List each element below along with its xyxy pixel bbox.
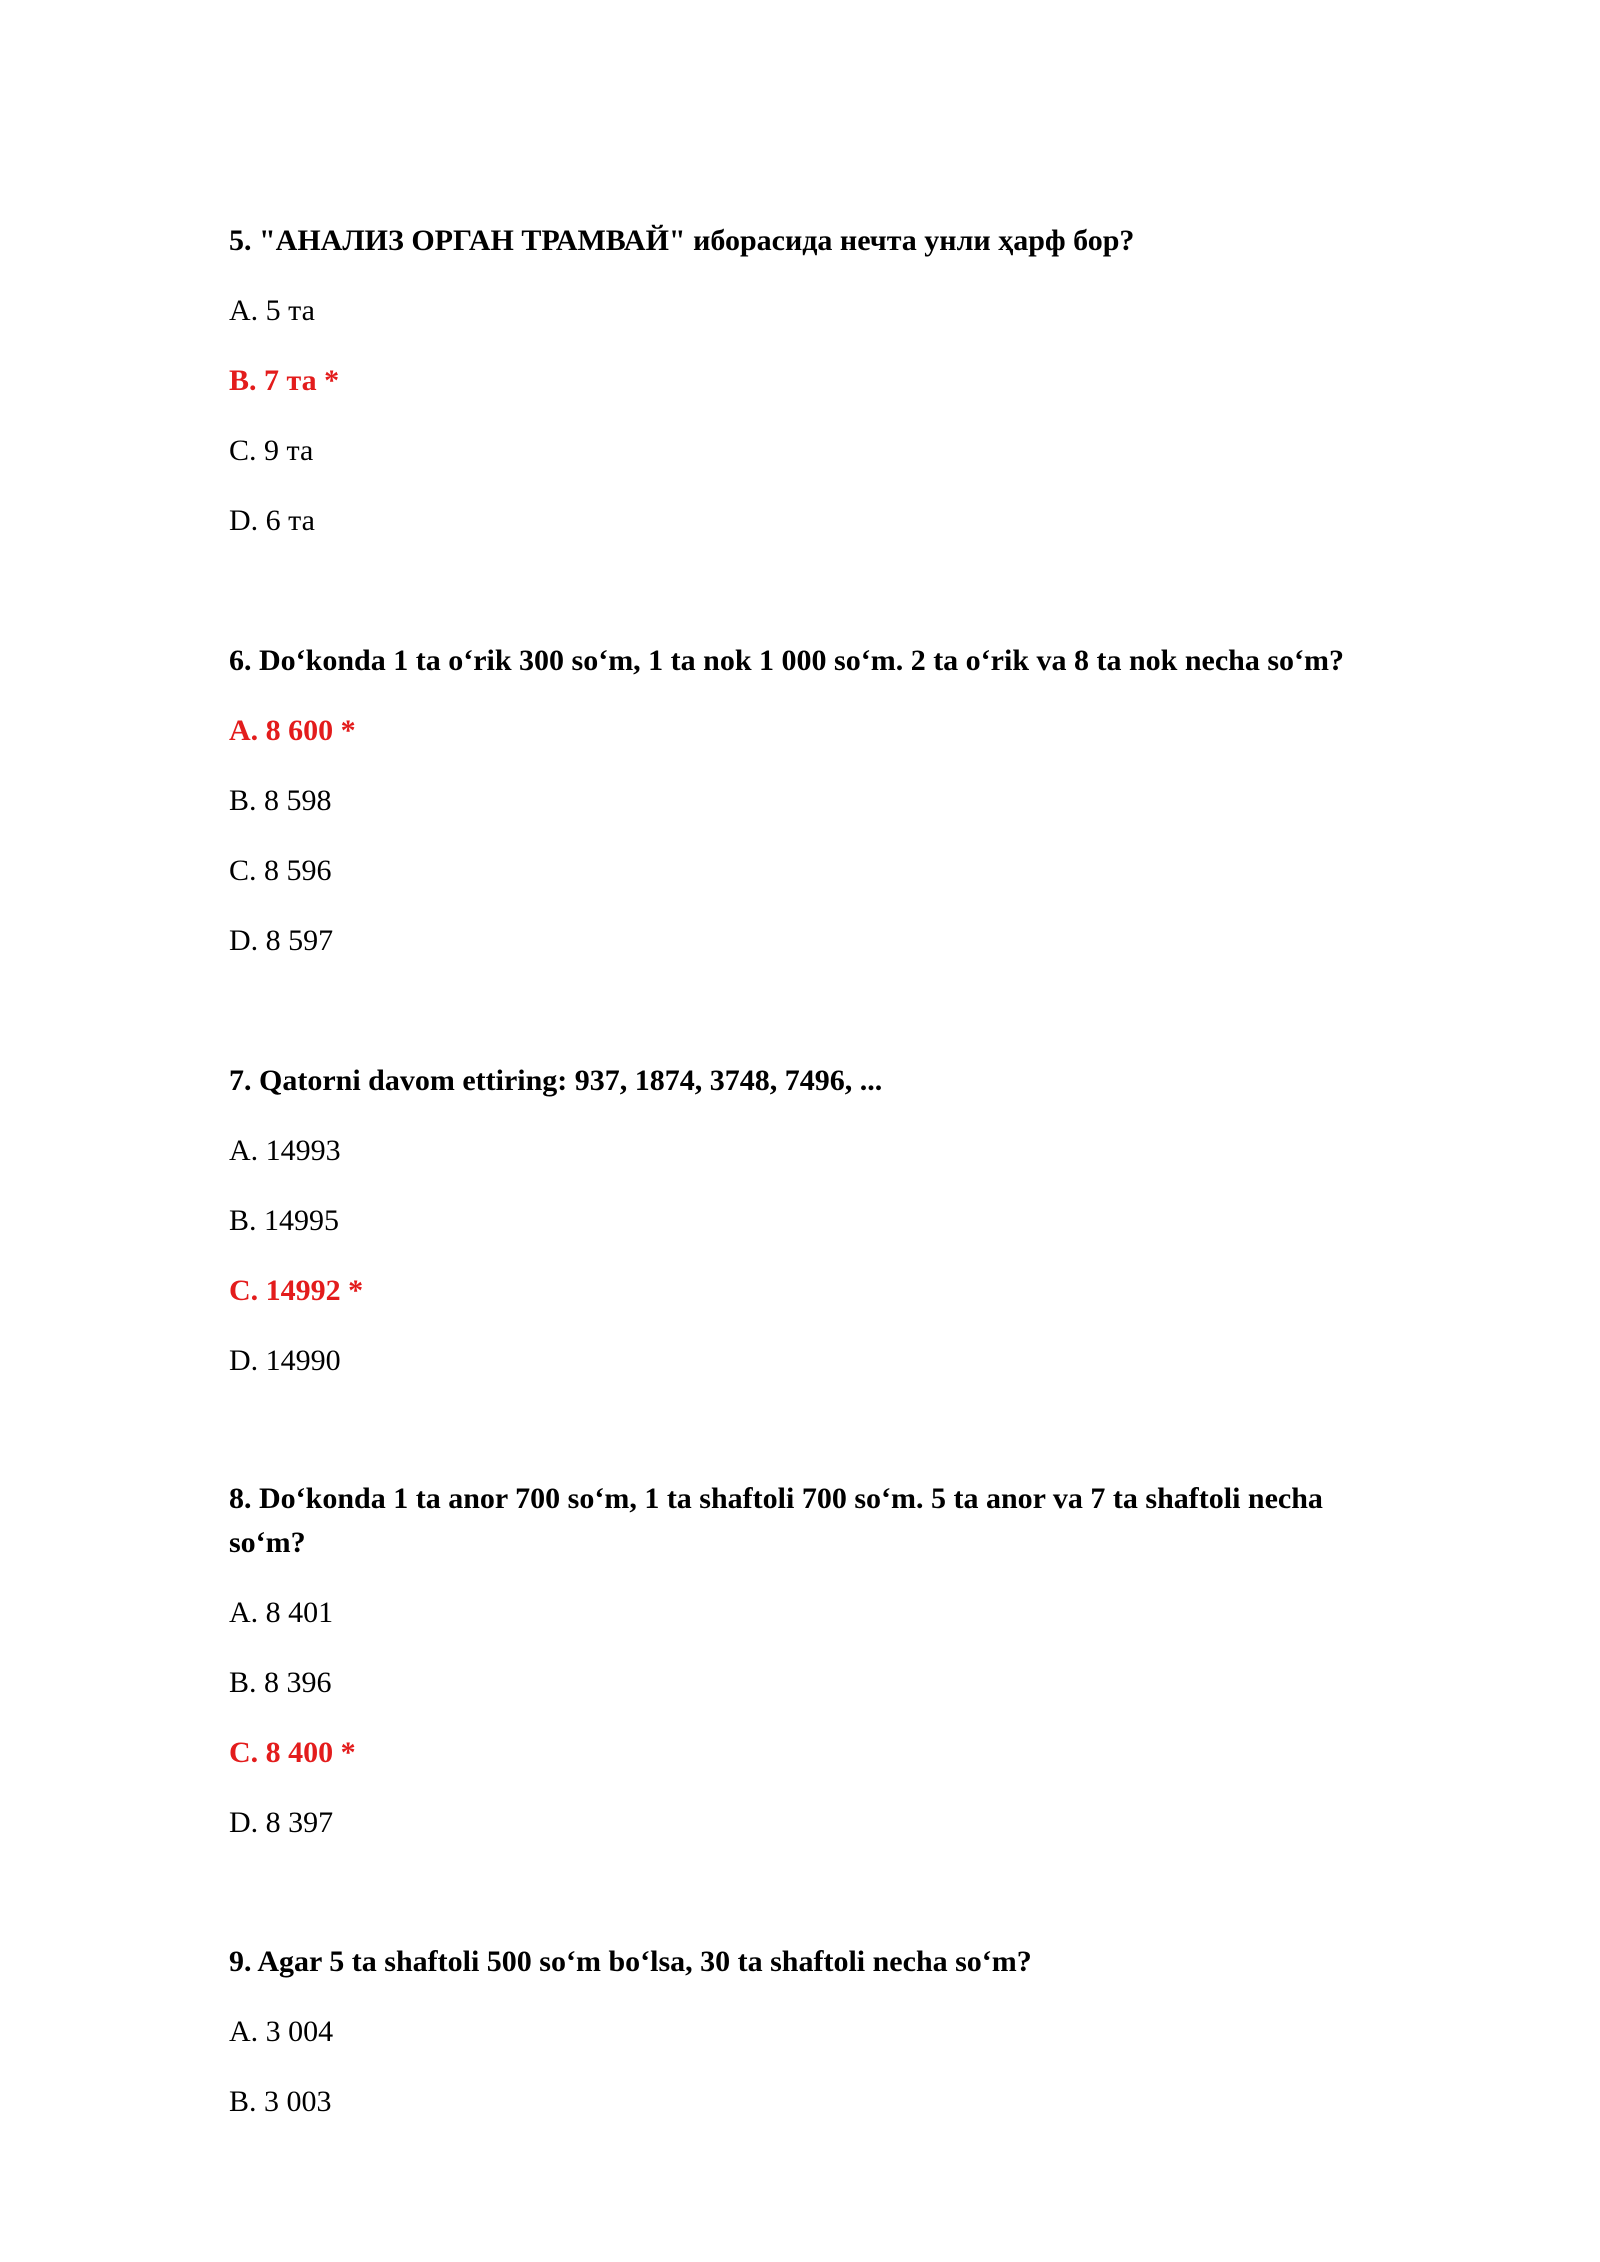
q7-option-b: B. 14995 xyxy=(229,1204,340,1237)
question-8-line-2: so‘m? xyxy=(229,1526,306,1559)
question-6: 6. Do‘konda 1 ta o‘rik 300 so‘m, 1 ta nok 1 000 so‘m. 2 ta o‘rik va 8 ta nok necha so‘m? xyxy=(229,644,1345,677)
q5-option-b-correct: B. 7 та * xyxy=(229,364,340,397)
q8-option-d: D. 8 397 xyxy=(229,1806,334,1839)
q5-option-a: A. 5 та xyxy=(229,294,315,327)
q7-option-c-correct: C. 14992 * xyxy=(229,1274,364,1307)
q9-option-b: B. 3 003 xyxy=(229,2085,332,2118)
q6-option-b: B. 8 598 xyxy=(229,784,332,817)
question-7: 7. Qatorni davom ettiring: 937, 1874, 3748, 7496, ... xyxy=(229,1064,883,1097)
question-8-line-1: 8. Do‘konda 1 ta anor 700 so‘m, 1 ta shaftoli 700 so‘m. 5 ta anor va 7 ta shaftoli necha xyxy=(229,1482,1323,1515)
q6-option-c: C. 8 596 xyxy=(229,854,332,887)
q8-option-c-correct: C. 8 400 * xyxy=(229,1736,356,1769)
q5-option-c: C. 9 та xyxy=(229,434,314,467)
q7-option-a: A. 14993 xyxy=(229,1134,341,1167)
q8-option-b: B. 8 396 xyxy=(229,1666,332,1699)
question-9: 9. Agar 5 ta shaftoli 500 so‘m bo‘lsa, 30 ta shaftoli necha so‘m? xyxy=(229,1945,1032,1978)
q5-option-d: D. 6 та xyxy=(229,504,315,537)
q9-option-a: A. 3 004 xyxy=(229,2015,334,2048)
q7-option-d: D. 14990 xyxy=(229,1344,341,1377)
q6-option-a-correct: A. 8 600 * xyxy=(229,714,356,747)
question-5: 5. "АНАЛИЗ ОРГАН ТРАМВАЙ" иборасида нечта унли ҳарф бор? xyxy=(229,224,1135,257)
q8-option-a: A. 8 401 xyxy=(229,1596,334,1629)
q6-option-d: D. 8 597 xyxy=(229,924,334,957)
